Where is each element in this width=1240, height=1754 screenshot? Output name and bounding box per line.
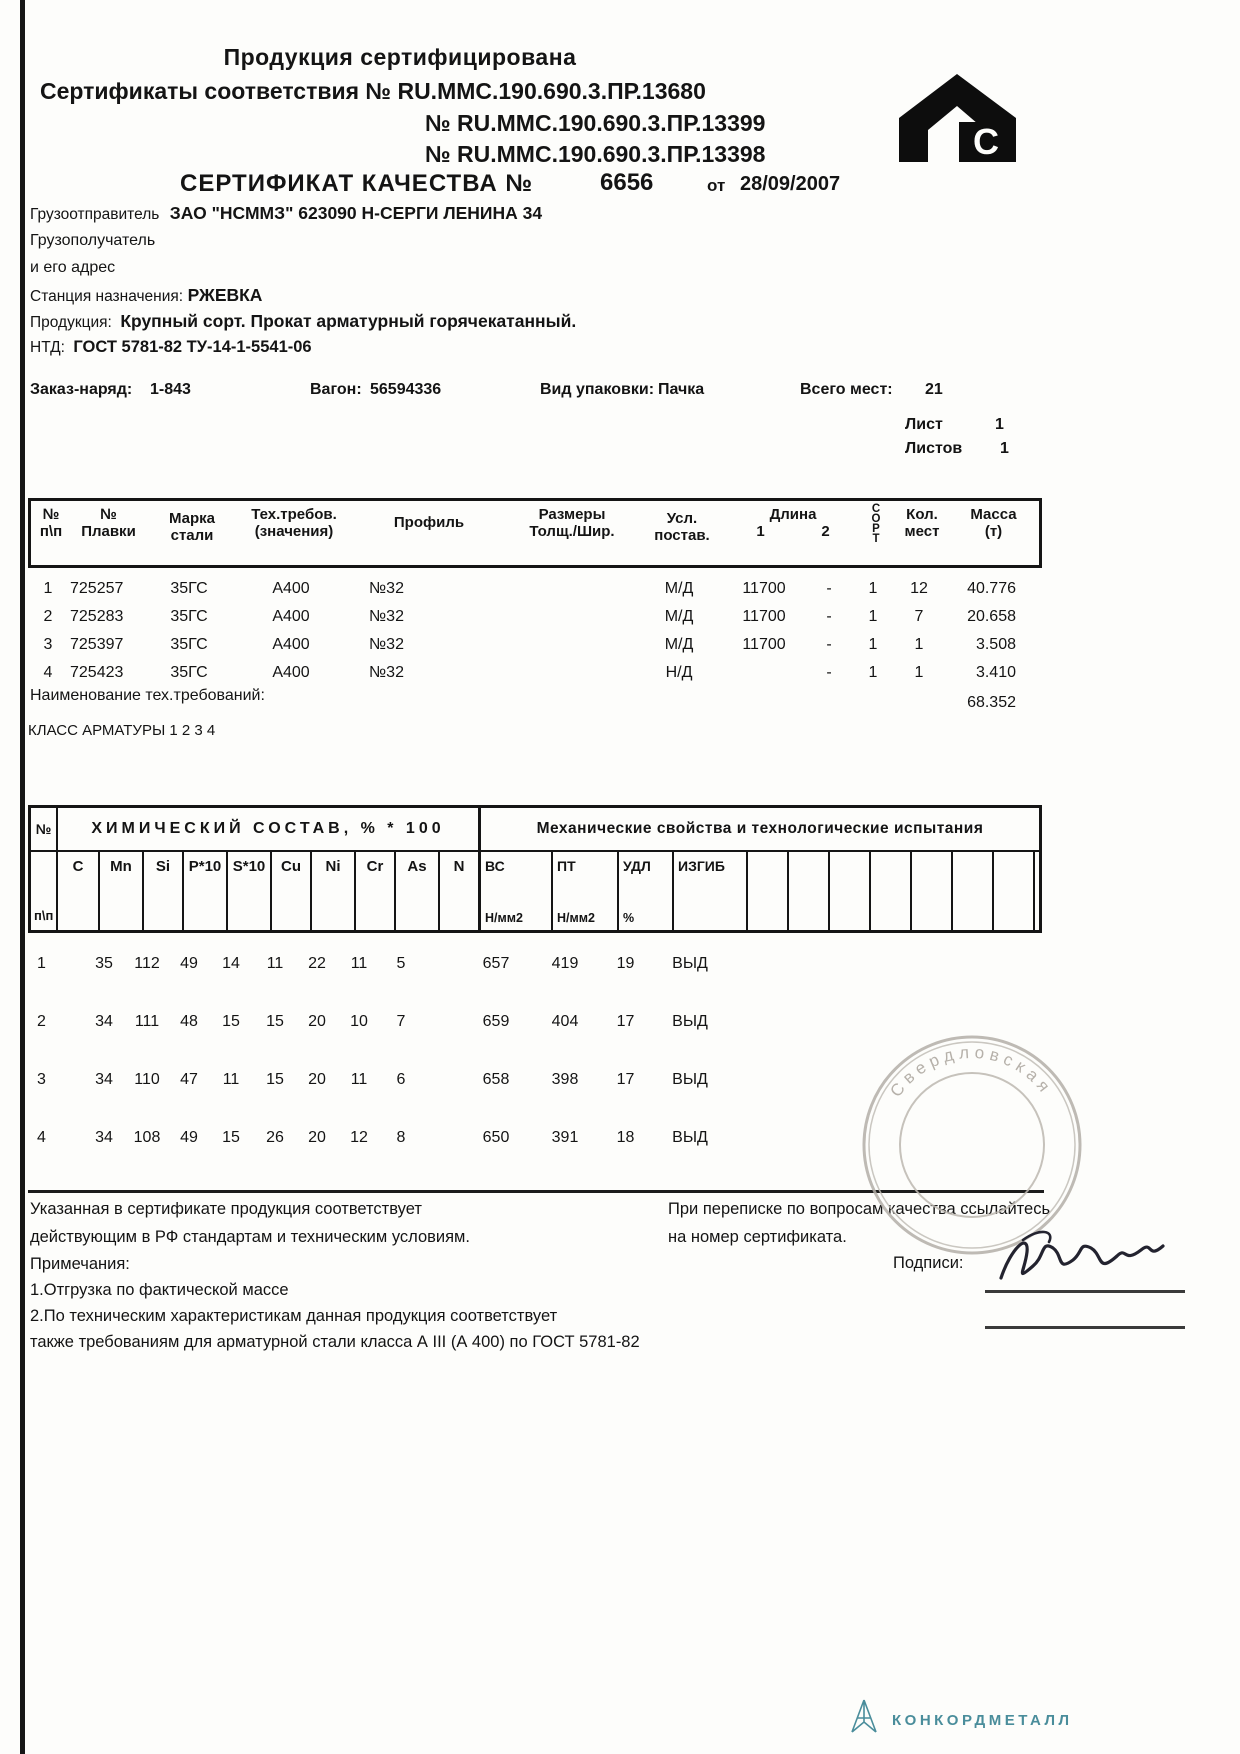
chem-value-cell: 11 [266, 955, 284, 972]
chem-value-cell: 15 [266, 1013, 284, 1030]
chem-header-label: S*10 [232, 858, 266, 875]
chem-value-cell: 14 [222, 955, 240, 972]
conformity-cert-1: Сертификаты соответствия № RU.MMC.190.690.3.ПР.13680 [40, 78, 706, 104]
certificate-number: 6656 [600, 169, 654, 196]
mech-header-label: ВС [485, 858, 505, 874]
signature-line-2 [985, 1326, 1185, 1329]
mech-value-cell: 659 [482, 1013, 510, 1030]
chem-header-label: Ni [325, 858, 341, 875]
ntd-label: НТД: [30, 339, 65, 356]
products-table-cell: 11700 [742, 608, 786, 625]
chem-value-cell: 48 [180, 1013, 198, 1030]
chem-header-label: C [72, 858, 84, 875]
mech-value-cell: ВЫД [672, 1013, 708, 1030]
consignee-address-label: и его адрес [30, 259, 116, 276]
wagon-value: 56594336 [370, 381, 442, 398]
chem-value-cell: 12 [350, 1129, 368, 1146]
svg-text:Свердловская [886, 1043, 1056, 1101]
products-table-cell: А400 [272, 664, 310, 681]
chem-header-label: Cr [366, 858, 384, 875]
chem-header-label: As [407, 858, 427, 875]
products-table-cell: - [826, 664, 832, 681]
packing-label: Вид упаковки: [540, 381, 655, 398]
mech-header-cell [553, 852, 619, 931]
consignee-label: Грузополучатель [30, 232, 156, 249]
products-table-row [28, 631, 1042, 659]
products-table-cell: №32 [369, 580, 404, 597]
chem-row-number: 1 [37, 955, 46, 972]
products-table-cell: 725283 [70, 608, 124, 625]
tech-req-label: Наименование тех.требований: [30, 687, 265, 704]
mech-value-cell: 398 [551, 1071, 579, 1088]
sheet-value: 1 [995, 416, 1004, 433]
chem-value-cell: 22 [308, 955, 326, 972]
products-table-cell: А400 [272, 580, 310, 597]
chem-header-cell [184, 852, 228, 931]
products-table-cell: 1 [914, 636, 924, 653]
products-table-cell: Н/Д [665, 664, 693, 681]
signature-icon [995, 1220, 1185, 1295]
chem-value-cell: 20 [308, 1129, 326, 1146]
col-no: № п\п [39, 506, 63, 541]
products-table-cell: 2 [43, 608, 53, 625]
date-from-label: от [707, 176, 726, 195]
mech-header-label: ИЗГИБ [678, 858, 725, 874]
chem-value-cell: 20 [308, 1071, 326, 1088]
mech-header-unit: Н/мм2 [557, 911, 595, 925]
order-label: Заказ-наряд: [30, 381, 133, 398]
stamp-arc-text: Свердловская [886, 1042, 1057, 1101]
chem-value-cell: 5 [396, 955, 406, 972]
mech-value-cell: 650 [482, 1129, 510, 1146]
products-table-cell: 1 [868, 580, 878, 597]
mech-header-unit: Н/мм2 [485, 911, 523, 925]
products-table-row [28, 603, 1042, 631]
products-table-cell: - [826, 636, 832, 653]
chem-value-cell: 26 [266, 1129, 284, 1146]
chem-value-cell: 11 [350, 1071, 368, 1088]
chem-header-cell [228, 852, 272, 931]
mech-value-cell: ВЫД [672, 1071, 708, 1088]
sheet-label: Лист [905, 416, 943, 433]
chem-header-label: Cu [281, 858, 301, 875]
destination-value: РЖЕВКА [187, 285, 263, 305]
chem-header-label: P*10 [188, 858, 222, 875]
products-table-cell: 3.508 [975, 636, 1016, 653]
certificate-title: СЕРТИФИКАТ КАЧЕСТВА № [180, 170, 534, 197]
products-table-cell: А400 [272, 608, 310, 625]
mech-header-cell [481, 852, 553, 931]
col-profile: Профиль [393, 514, 465, 531]
mech-value-cell: 19 [616, 955, 635, 972]
chem-value-cell: 35 [95, 955, 113, 972]
chem-value-cell: 10 [350, 1013, 368, 1030]
product-value: Крупный сорт. Прокат арматурный горячекатанный. [120, 311, 577, 331]
mc-logo-letter: С [973, 121, 999, 162]
conformity-cert-2: № RU.MMC.190.690.3.ПР.13399 [425, 110, 766, 136]
empty-header-cell [912, 852, 953, 931]
chem-row-number: 4 [37, 1129, 46, 1146]
products-table-cell: 35ГС [170, 608, 208, 625]
mech-header-unit: % [623, 911, 635, 925]
col-delivery-cond: Усл. постав. [654, 510, 710, 545]
conformity-cert-3: № RU.MMC.190.690.3.ПР.13398 [425, 141, 766, 167]
col-dimensions: Размеры Толщ./Шир. [529, 506, 615, 541]
chem-value-cell: 34 [95, 1071, 113, 1088]
footer-right-1: При переписке по вопросам качества ссылайтесь [668, 1200, 1051, 1218]
chem-header-label: Mn [110, 858, 132, 875]
chem-header-cell [312, 852, 356, 931]
chem-row-number: 2 [37, 1013, 46, 1030]
col-tech-req: Тех.требов. (значения) [251, 506, 337, 541]
chem-value-cell: 8 [396, 1129, 406, 1146]
ntd-line [30, 338, 312, 357]
chem-header-cell [100, 852, 144, 931]
total-mass: 68.352 [967, 694, 1016, 711]
products-table-cell: 11700 [742, 580, 786, 597]
destination-line [30, 285, 262, 306]
scan-edge-artifact [20, 0, 25, 1754]
chem-value-cell: 49 [180, 1129, 198, 1146]
col-sort: С О Р Т [871, 503, 881, 545]
products-table-cell: 7 [914, 608, 924, 625]
chem-value-cell: 7 [396, 1013, 406, 1030]
empty-header-cell [953, 852, 994, 931]
products-table-cell: 3.410 [975, 664, 1016, 681]
products-table-cell: 3 [43, 636, 53, 653]
col-steel-grade: Марка стали [168, 510, 216, 545]
products-table-cell: М/Д [664, 636, 694, 653]
signatures-label: Подписи: [893, 1254, 964, 1272]
chem-cols-row [31, 852, 1039, 931]
empty-header-cell [830, 852, 871, 931]
note-3: также требованиям для арматурной стали класса А III (А 400) по ГОСТ 5781-82 [30, 1333, 640, 1351]
certificate-date: 28/09/2007 [740, 173, 841, 195]
chem-value-cell: 49 [180, 955, 198, 972]
mech-header-cell [674, 852, 748, 931]
mech-value-cell: 658 [482, 1071, 510, 1088]
sheets-value: 1 [1000, 440, 1009, 457]
empty-header-cell [871, 852, 912, 931]
products-table-cell: №32 [369, 664, 404, 681]
mech-value-cell: 18 [616, 1129, 635, 1146]
col-length: Длина 1 2 [756, 506, 830, 541]
mech-value-cell: 404 [551, 1013, 579, 1030]
chem-header-cell [144, 852, 184, 931]
col-places: Кол. мест [904, 506, 940, 541]
products-table-body [28, 575, 1042, 687]
products-table-cell: 35ГС [170, 636, 208, 653]
konkord-logo-text: КОНКОРДМЕТАЛЛ [892, 1712, 1073, 1729]
footer-left-2: действующим в РФ стандартам и техническим условиям. [30, 1228, 470, 1246]
mc-logo-icon [895, 66, 1020, 166]
footer-left-1: Указанная в сертификате продукция соответствует [30, 1200, 422, 1218]
mech-value-cell: 657 [482, 955, 510, 972]
konkord-logo-icon [845, 1698, 883, 1740]
chem-value-cell: 20 [308, 1013, 326, 1030]
chem-table-header [28, 805, 1042, 933]
products-table-row [28, 659, 1042, 687]
products-table-cell: А400 [272, 636, 310, 653]
mech-value-cell: 17 [616, 1071, 635, 1088]
products-table-cell: 1 [868, 664, 878, 681]
chem-value-cell: 15 [222, 1013, 240, 1030]
chem-table-row [28, 952, 1042, 976]
chem-value-cell: 111 [134, 1013, 160, 1030]
chem-header-label: Si [155, 858, 171, 875]
products-table-cell: 12 [910, 580, 928, 597]
products-table-cell: №32 [369, 608, 404, 625]
products-table-cell: 11700 [742, 636, 786, 653]
products-table-cell: 1 [868, 608, 878, 625]
packing-value: Пачка [658, 381, 705, 398]
chem-value-cell: 11 [350, 955, 368, 972]
chem-value-cell: 108 [133, 1129, 161, 1146]
products-table-header [28, 498, 1042, 568]
mech-value-cell: 391 [551, 1129, 579, 1146]
products-table-cell: №32 [369, 636, 404, 653]
mech-value-cell: 17 [616, 1013, 635, 1030]
mech-header-cell [619, 852, 674, 931]
products-table-cell: 1 [43, 580, 53, 597]
mech-value-cell: ВЫД [672, 955, 708, 972]
products-table-cell: М/Д [664, 580, 694, 597]
chem-value-cell: 47 [180, 1071, 198, 1088]
certified-line: Продукция сертифицирована [223, 44, 577, 70]
chem-value-cell: 6 [396, 1071, 406, 1088]
chem-value-cell: 15 [266, 1071, 284, 1088]
products-table-cell: 1 [914, 664, 924, 681]
mech-header-label: ПТ [557, 858, 576, 874]
products-table-cell: 725257 [70, 580, 124, 597]
chem-value-cell: 34 [95, 1013, 113, 1030]
products-table-cell: 725423 [70, 664, 124, 681]
places-value: 21 [925, 381, 943, 398]
products-table-cell: 35ГС [170, 580, 208, 597]
sheets-label: Листов [905, 440, 963, 457]
order-value: 1-843 [150, 381, 191, 398]
chem-no-header: № [31, 808, 58, 850]
chem-header-cell [396, 852, 440, 931]
chem-value-cell: 112 [134, 955, 160, 972]
footer-right-2: на номер сертификата. [668, 1228, 847, 1246]
chem-value-cell: 11 [222, 1071, 240, 1088]
products-table-cell: 725397 [70, 636, 124, 653]
products-table-cell: - [826, 608, 832, 625]
product-line [30, 311, 576, 332]
chem-header-cell [31, 852, 58, 931]
products-table-cell: - [826, 580, 832, 597]
products-table-cell: 1 [868, 636, 878, 653]
chem-header-cell [440, 852, 481, 931]
chem-header-cell [58, 852, 100, 931]
chem-header-label: N [453, 858, 465, 875]
empty-header-cell [994, 852, 1035, 931]
mech-header-label: УДЛ [623, 858, 651, 874]
mech-value-cell: ВЫД [672, 1129, 708, 1146]
shipper-value: ЗАО "НСММЗ" 623090 Н-СЕРГИ ЛЕНИНА 34 [169, 203, 543, 223]
chem-value-cell: 110 [134, 1071, 160, 1088]
tech-req-value: КЛАСС АРМАТУРЫ 1 2 3 4 [28, 722, 216, 739]
shipper-label: Грузоотправитель [30, 206, 160, 223]
chem-value-cell: 34 [95, 1129, 113, 1146]
ntd-value: ГОСТ 5781-82 ТУ-14-1-5541-06 [73, 338, 312, 356]
chem-title: ХИМИЧЕСКИЙ СОСТАВ, % * 100 [58, 808, 481, 850]
chem-header-cell [356, 852, 396, 931]
products-table-cell: 20.658 [967, 608, 1016, 625]
products-table-row [28, 575, 1042, 603]
col-mass: Масса (т) [970, 506, 1017, 541]
chem-row-number: 3 [37, 1071, 46, 1088]
products-table-cell: М/Д [664, 608, 694, 625]
empty-header-cell [748, 852, 789, 931]
places-label: Всего мест: [800, 381, 893, 398]
empty-header-cell [789, 852, 830, 931]
chem-header-cell [272, 852, 312, 931]
wagon-label: Вагон: [310, 381, 362, 398]
destination-label: Станция назначения: [30, 288, 184, 305]
products-table-cell: 35ГС [170, 664, 208, 681]
product-label: Продукция: [30, 314, 112, 331]
mech-title: Механические свойства и технологические испытания [536, 820, 984, 837]
notes-label: Примечания: [30, 1255, 130, 1273]
shipper-line [30, 203, 542, 224]
products-table-cell: 40.776 [967, 580, 1016, 597]
chem-header-label: п\п [34, 908, 54, 923]
products-table-cell: 4 [43, 664, 53, 681]
note-1: 1.Отгрузка по фактической массе [30, 1281, 289, 1299]
chem-value-cell: 15 [222, 1129, 240, 1146]
col-heat-no: № Плавки [81, 506, 136, 541]
mech-value-cell: 419 [551, 955, 579, 972]
note-2: 2.По техническим характеристикам данная продукция соответствует [30, 1307, 558, 1325]
